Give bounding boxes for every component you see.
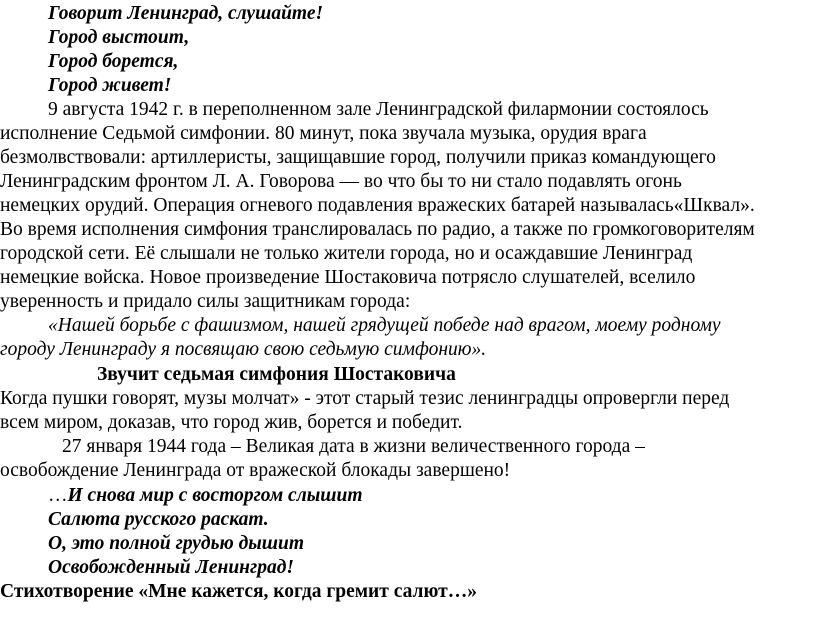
paragraph1-line-3: безмолвствовали: артиллеристы, защищавшие город, получили приказ командующего xyxy=(0,147,716,168)
poem2-line-2: Салюта русского раскат. xyxy=(48,509,269,530)
poem2-line-4: Освобожденный Ленинград! xyxy=(48,557,294,578)
section-heading: Звучит седьмая симфония Шостаковича xyxy=(97,364,456,385)
paragraph3-line-1: 27 января 1944 года – Великая дата в жизни величественного города – xyxy=(62,436,645,457)
paragraph1-line-2: исполнение Седьмой симфонии. 80 минут, пока звучала музыка, орудия врага xyxy=(0,123,647,144)
paragraph2-line-1: Когда пушки говорят, музы молчат» - этот старый тезис ленинградцы опровергли перед xyxy=(0,388,730,409)
paragraph1-line-7: городской сети. Её слышали не только жители города, но и осаждавшие Ленинград xyxy=(0,243,693,264)
paragraph1-line-1: 9 августа 1942 г. в переполненном зале Ленинградской филармонии состоялось xyxy=(48,99,709,120)
poem1-line-1: Говорит Ленинград, слушайте! xyxy=(48,3,324,24)
poem1-line-3: Город борется, xyxy=(48,51,179,72)
poem2-ellipsis: … xyxy=(48,485,68,506)
quote-line-2: городу Ленинграду я посвящаю свою седьмую симфонию». xyxy=(0,339,487,360)
paragraph1-line-5: немецких орудий. Операция огневого подавления вражеских батарей называлась«Шквал». xyxy=(0,195,755,216)
poem2-line-1 xyxy=(48,484,363,508)
poem1-line-4: Город живет! xyxy=(48,75,172,96)
paragraph1-line-9: уверенность и придало силы защитникам города: xyxy=(0,291,411,312)
paragraph1-line-8: немецкие войска. Новое произведение Шостаковича потрясло слушателей, вселило xyxy=(0,267,696,288)
poem1-line-2: Город выстоит, xyxy=(48,27,190,48)
paragraph2-line-2: всем миром, доказав, что город жив, борется и победит. xyxy=(0,412,463,433)
paragraph1-line-6: Во время исполнения симфония транслировалась по радио, а также по громкоговорителям xyxy=(0,219,755,240)
paragraph1-line-4: Ленинградским фронтом Л. А. Говорова — во что бы то ни стало подавлять огонь xyxy=(0,171,682,192)
quote-line-1: «Нашей борьбе с фашизмом, нашей грядущей победе над врагом, моему родному xyxy=(48,315,721,336)
paragraph3-line-2: освобождение Ленинграда от вражеской блокады завершено! xyxy=(0,460,511,481)
footer-title: Стихотворение «Мне кажется, когда гремит салют…» xyxy=(0,581,477,602)
poem2-line-1-text: И снова мир с восторгом слышит xyxy=(67,485,363,506)
poem2-line-3: О, это полной грудью дышит xyxy=(48,533,305,554)
